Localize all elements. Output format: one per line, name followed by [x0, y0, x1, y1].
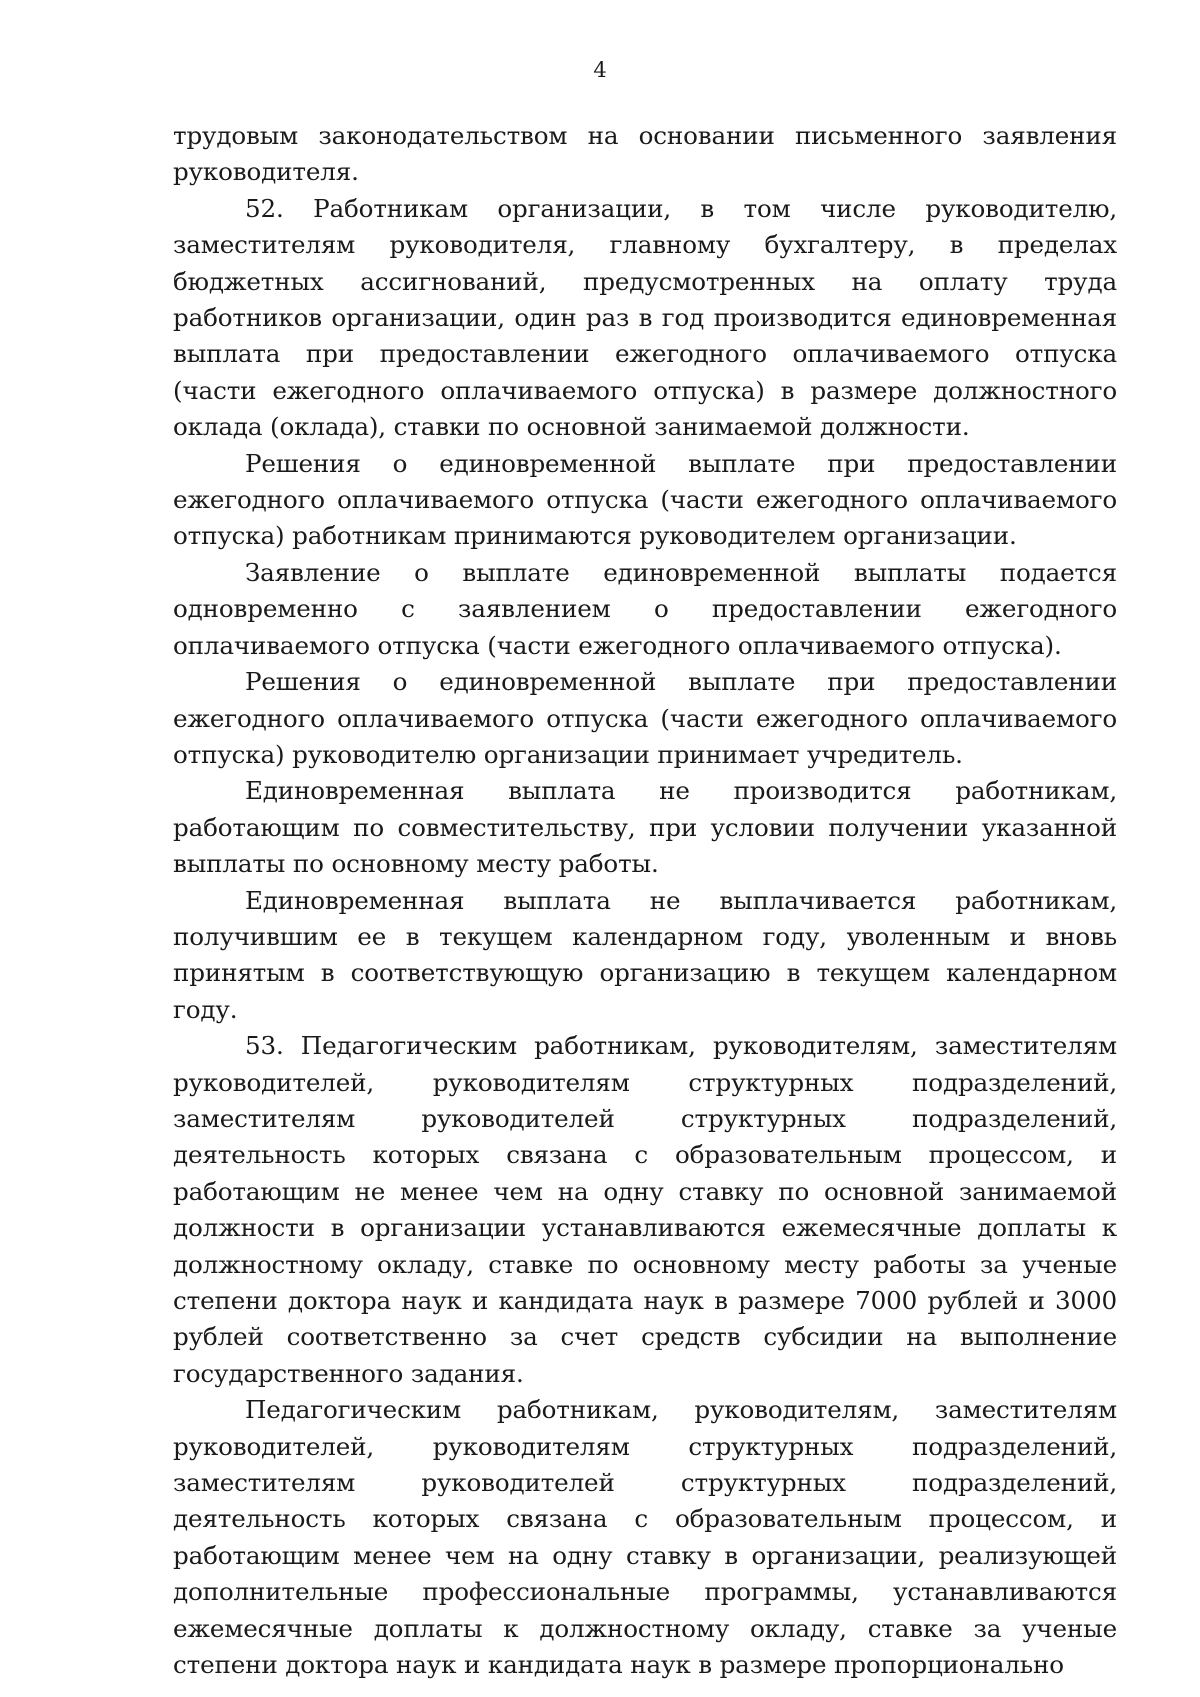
paragraph-decision-head: Решения о единовременной выплате при предоставлении ежегодного оплачиваемого отпуска (части ежегодного оплачиваемого отпуска) руководителю организации принимает учредитель. — [173, 667, 1117, 769]
paragraph-continuation: трудовым законодательством на основании письменного заявления руководителя. — [173, 121, 1117, 187]
paragraph-application: Заявление о выплате единовременной выплаты подается одновременно с заявлением о предоставлении ежегодного оплачиваемого отпуска (части ежегодного оплачиваемого отпуска). — [173, 557, 1117, 660]
paragraph-item-52: 52. Работникам организации, в том числе руководителю, заместителям руководителя, главному бухгалтеру, в пределах бюджетных ассигнований, предусмотренных на оплату труда работников организации, один раз в год производится единовременная выплата при предоставлении ежегодного оплачиваемого отпуска (части ежегодного оплачиваемого отпуска) в размере должностного оклада (оклада), ставки по основной занимаемой должности. — [173, 193, 1117, 442]
page-number: 4 — [593, 58, 607, 82]
paragraph-decision-employees: Решения о единовременной выплате при предоставлении ежегодного оплачиваемого отпуска (части ежегодного оплачиваемого отпуска) работникам принимаются руководителем организации. — [173, 448, 1117, 551]
paragraph-part-time: Единовременная выплата не производится работникам, работающим по совместительству, при условии получении указанной выплаты по основному месту работы. — [173, 776, 1117, 879]
paragraph-part-rate: Педагогическим работникам, руководителям, заместителям руководителей, руководителям структурных подразделений, заместителям руководителей структурных подразделений, деятельность которых связана с образовательным процессом, и работающим менее чем на одну ставку в организации, реализующей дополнительные профессиональные программы, устанавливаются ежемесячные доплаты к должностному окладу, ставке за ученые степени доктора наук и кандидата наук в размере пропорционально — [173, 1395, 1117, 1680]
document-body — [173, 118, 1117, 1683]
paragraph-item-53: 53. Педагогическим работникам, руководителям, заместителям руководителей, руководителям структурных подразделений, заместителям руководителей структурных подразделений, деятельность которых связана с образовательным процессом, и работающим не менее чем на одну ставку по основной занимаемой должности в организации устанавливаются ежемесячные доплаты к должностному окладу, ставке по основному месту работы за ученые степени доктора наук и кандидата наук в размере 7000 рублей и 3000 рублей соответственно за счет средств субсидии на выполнение государственного задания. — [173, 1031, 1117, 1388]
paragraph-not-paid: Единовременная выплата не выплачивается работникам, получившим ее в текущем календарном году, уволенным и вновь принятым в соответствующую организацию в текущем календарном году. — [173, 885, 1117, 1024]
